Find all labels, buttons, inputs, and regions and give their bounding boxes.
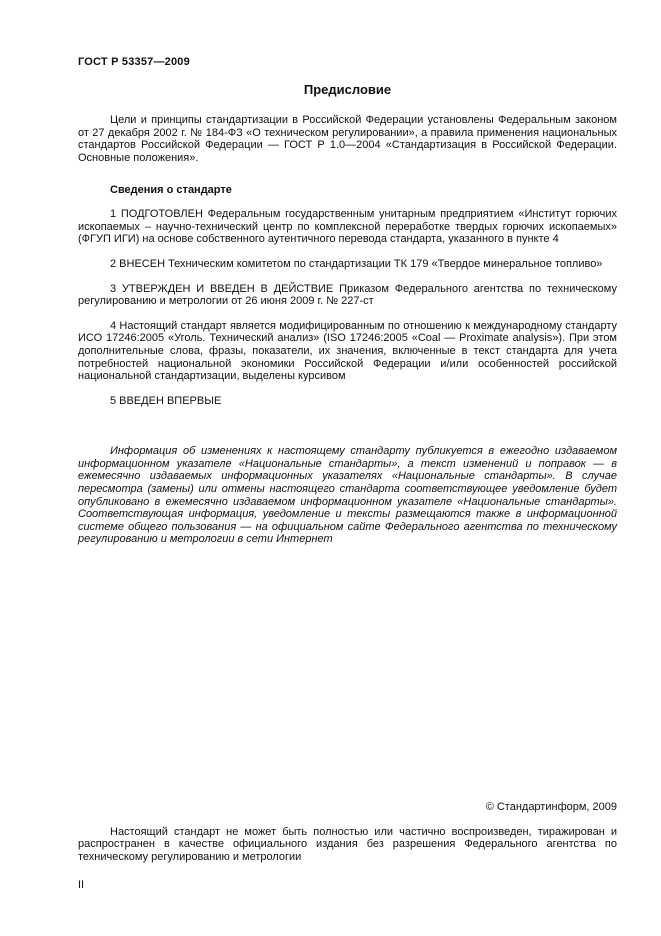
section-heading: Сведения о стандарте (110, 183, 232, 196)
copyright-line: © Стандартинформ, 2009 (485, 801, 617, 814)
amendments-notice: Информация об изменениях к настоящему стандарту публикуется в ежегодно издаваемом информационном указателе «Национальные стандарты», а текст изменений и поправок — в ежемесячно издаваемых информационных указателях «Национальные стандарты». В случае пересмотра (замены) или отмены настоящего стандарта соответствующее уведомление будет опубликовано в ежемесячно издаваемом информационном указателе «Национальные стандарты». Соответствующая информация, уведомление и тексты размещаются также в информационной системе общего пользования — на официальном сайте Федерального агентства по техническому регулированию и метрологии в сети Интернет (78, 445, 617, 546)
standard-info-item-1: 1 ПОДГОТОВЛЕН Федеральным государственным унитарным предприятием «Институт горючих ископаемых – научно-технический центр по комплексной переработке твердых горючих ископаемых» (ФГУП ИГИ) на основе собственного аутентичного перевода стандарта, указанного в пункте 4 (78, 208, 617, 246)
page-footer (78, 801, 617, 892)
standard-info-item-2: 2 ВНЕСЕН Техническим комитетом по стандартизации ТК 179 «Твердое минеральное топливо» (110, 257, 603, 270)
standard-info-item-4: 4 Настоящий стандарт является модифицированным по отношению к международному стандарту ИСО 17246:2005 «Уголь. Технический анализ» (ISO 17246:2005 «Coal — Proximate analysis»). При этом дополнительные слова, фразы, показатели, их значения, включенные в текст стандарта для учета потребностей национальной экономики Российской Федерации и/или особенностей российской национальной стандартизации, выделены курсивом (78, 319, 617, 383)
doc-number: ГОСТ Р 53357—2009 (78, 56, 190, 68)
reproduction-notice: Настоящий стандарт не может быть полностью или частично воспроизведен, тиражирован и распространен в качестве официального издания без разрешения Федерального агентства по техническому регулированию и метрологии (78, 825, 617, 863)
page-number: II (78, 879, 85, 892)
intro-paragraph: Цели и принципы стандартизации в Российской Федерации установлены Федеральным законом от 27 декабря 2002 г. № 184-ФЗ «О техническом регулировании», а правила применения национальных стандартов Российской Федерации — ГОСТ Р 1.0—2004 «Стандартизация в Российской Федерации. Основные положения». (78, 114, 617, 164)
page-title: Предисловие (303, 81, 392, 97)
standard-info-item-3: 3 УТВЕРЖДЕН И ВВЕДЕН В ДЕЙСТВИЕ Приказом Федерального агентства по техническому регулированию и метрологии от 26 июня 2009 г. № 227-ст (78, 282, 617, 308)
standard-info-list (78, 208, 617, 407)
standard-info-item-5: 5 ВВЕДЕН ВПЕРВЫЕ (110, 394, 222, 407)
